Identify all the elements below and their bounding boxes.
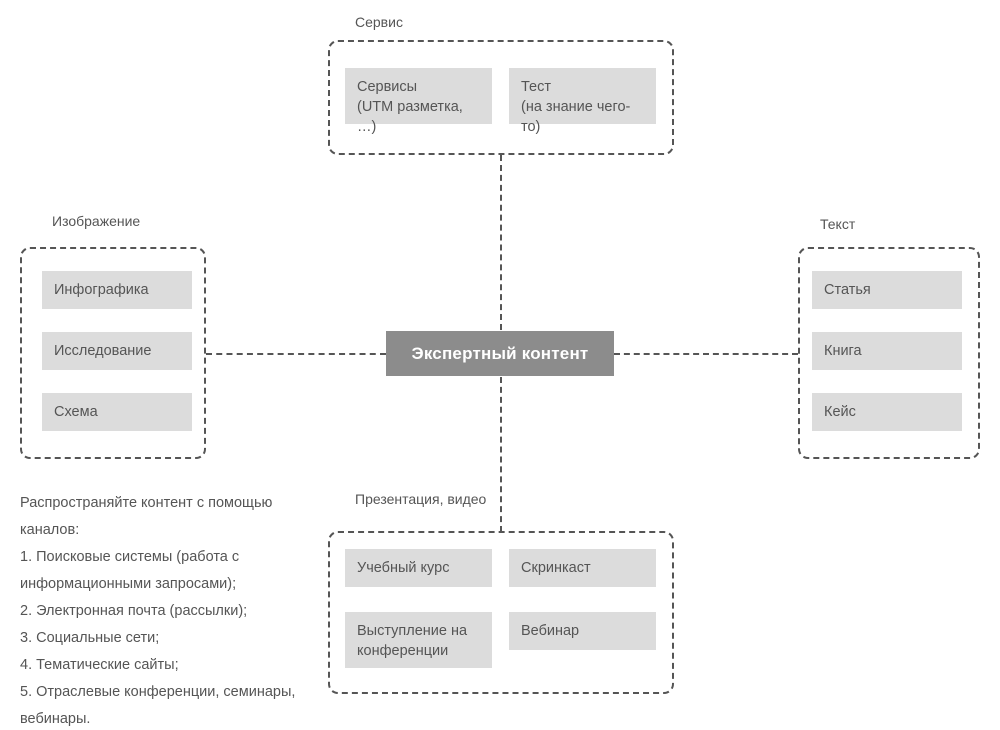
notes-item-5: 5. Отраслевые конференции, семинары, вебинары. bbox=[20, 684, 296, 727]
node-scheme[interactable] bbox=[42, 393, 192, 431]
notes-item-3: 3. Социальные сети; bbox=[20, 630, 160, 646]
node-case[interactable] bbox=[812, 393, 962, 431]
node-infographics-label: Инфографика bbox=[54, 282, 149, 298]
node-case-label: Кейс bbox=[824, 404, 856, 420]
node-course[interactable] bbox=[345, 549, 492, 587]
group-label-text: Текст bbox=[820, 216, 856, 232]
center-node-expert-content[interactable] bbox=[386, 331, 614, 376]
connector-service-to-center bbox=[500, 155, 502, 330]
group-label-service: Сервис bbox=[355, 14, 403, 30]
notes-title: Распространяйте контент с помощью каналов: bbox=[20, 495, 273, 538]
node-services-line2: (UTM разметка, …) bbox=[357, 99, 463, 135]
node-webinar[interactable] bbox=[509, 612, 656, 650]
node-infographics[interactable] bbox=[42, 271, 192, 309]
node-test-line1: Тест bbox=[521, 79, 551, 95]
node-webinar-label: Вебинар bbox=[521, 623, 580, 639]
node-book-label: Книга bbox=[824, 343, 862, 359]
group-label-presentation: Презентация, видео bbox=[355, 491, 487, 507]
node-course-label: Учебный курс bbox=[357, 560, 450, 576]
node-conference-talk[interactable] bbox=[345, 612, 492, 668]
notes-block bbox=[20, 490, 320, 730]
notes-item-2: 2. Электронная почта (рассылки); bbox=[20, 603, 248, 619]
node-services[interactable] bbox=[345, 68, 492, 135]
center-node-label: Экспертный контент bbox=[411, 343, 589, 363]
node-screencast[interactable] bbox=[509, 549, 656, 587]
node-test-line2: (на знание чего-то) bbox=[521, 99, 631, 135]
node-article-label: Статья bbox=[824, 282, 871, 298]
node-research[interactable] bbox=[42, 332, 192, 370]
connector-image-to-center bbox=[206, 353, 386, 355]
node-conference-talk-line1: Выступление на bbox=[357, 623, 468, 639]
connector-center-to-text bbox=[614, 353, 798, 355]
node-test[interactable] bbox=[509, 68, 656, 135]
node-services-line1: Сервисы bbox=[357, 79, 418, 95]
node-screencast-label: Скринкаст bbox=[521, 560, 591, 576]
group-label-image: Изображение bbox=[52, 213, 141, 229]
node-article[interactable] bbox=[812, 271, 962, 309]
node-book[interactable] bbox=[812, 332, 962, 370]
notes-item-1: 1. Поисковые системы (работа с информационными запросами); bbox=[20, 549, 240, 592]
node-scheme-label: Схема bbox=[54, 404, 98, 420]
notes-item-4: 4. Тематические сайты; bbox=[20, 657, 179, 673]
node-conference-talk-line2: конференции bbox=[357, 643, 449, 659]
node-research-label: Исследование bbox=[54, 343, 152, 359]
connector-center-to-presentation bbox=[500, 377, 502, 532]
